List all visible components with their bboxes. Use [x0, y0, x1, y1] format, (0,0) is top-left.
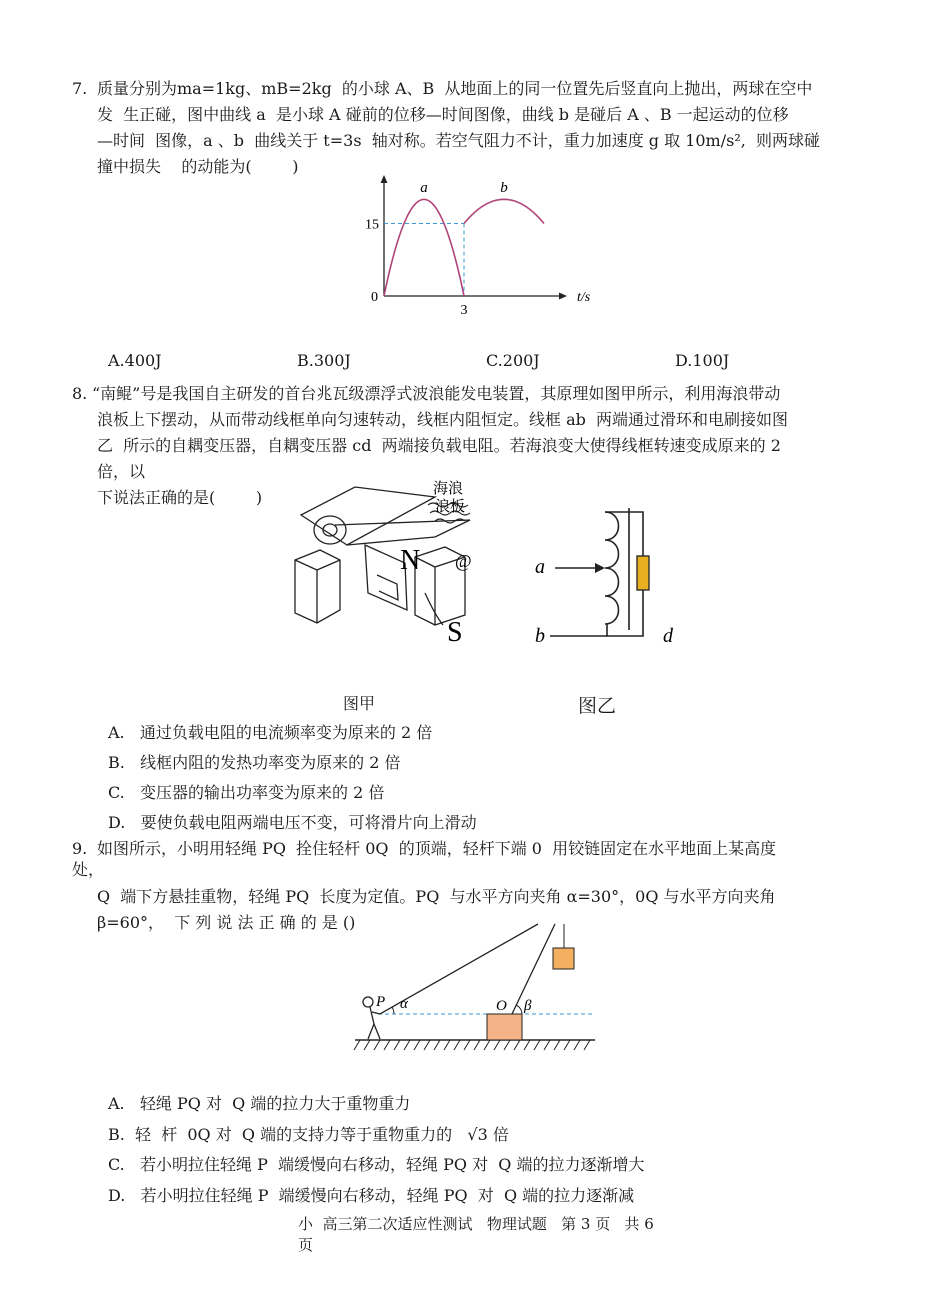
pole-s-label: S — [447, 617, 463, 648]
curve-b — [464, 199, 544, 223]
q7-line-2: 发 生正碰，图中曲线 a 是小球 A 碰前的位移—时间图像，曲线 b 是碰后 A 、B 一起运动的位移 — [97, 105, 789, 124]
q7-line-1: 质量分别为ma=1kg、mB=2kg 的小球 A、B 从地面上的同一位置先后竖直向上抛出，两球在空中 — [97, 79, 813, 98]
page-footer-continued: 页 — [298, 1236, 314, 1254]
wave-board-arm — [335, 520, 470, 545]
q8-option-a[interactable]: A. 通过负载电阻的电流频率变为原来的 2 倍 — [108, 723, 433, 742]
ground-hatching — [354, 1040, 590, 1050]
q8-option-c[interactable]: C. 变压器的输出功率变为原来的 2 倍 — [108, 783, 385, 802]
q7-option-c[interactable]: C.200J — [486, 351, 540, 370]
x-axis-arrow — [559, 293, 567, 300]
q9-option-d[interactable]: D. 若小明拉住轻绳 P 端缓慢向右移动，轻绳 PQ 对 Q 端的拉力逐渐减 — [108, 1186, 635, 1205]
q8-option-b[interactable]: B. 线框内阻的发热功率变为原来的 2 倍 — [108, 753, 401, 772]
terminal-d-label: d — [663, 625, 673, 647]
rod-oq — [512, 924, 555, 1014]
mark-symbol: @ — [455, 551, 472, 571]
q7-line-3: —时间 图像，a 、b 曲线关于 t=3s 轴对称。若空气阻力不计，重力加速度 g 取 10m/s², 则两球碰 — [97, 131, 821, 150]
q9-line-4: β=60°， 下 列 说 法 正 确 的 是 () — [97, 913, 356, 932]
angle-alpha-arc — [392, 1007, 394, 1014]
y-axis-arrow — [381, 175, 388, 183]
label-o: O — [496, 998, 507, 1014]
terminal-a-label: a — [535, 556, 545, 578]
hinge-block — [487, 1014, 522, 1040]
q8-figure-autotransformer — [535, 500, 695, 655]
q8-line-2: 浪板上下摆动，从而带动线框单向匀速转动，线框内阻恒定。线框 ab 两端通过滑环和电刷接如图 — [97, 410, 789, 429]
q7-number: 7. — [72, 79, 88, 98]
origin-label: 0 — [371, 290, 378, 305]
q7-option-d[interactable]: D.100J — [675, 351, 730, 370]
x-tick-label-3: 3 — [460, 303, 468, 318]
terminal-b-label: b — [535, 625, 545, 647]
label-p: P — [376, 994, 386, 1010]
drum-end — [314, 516, 346, 544]
q8-figure-a-caption: 图甲 — [343, 694, 376, 713]
page-footer: 小 高三第二次适应性测试 物理试题 第 3 页 共 6 — [298, 1215, 654, 1233]
q7-displacement-time-chart — [355, 172, 595, 322]
q9-option-a[interactable]: A. 轻绳 PQ 对 Q 端的拉力大于重物重力 — [108, 1094, 411, 1113]
slider-arrow — [595, 563, 605, 573]
label-alpha: α — [400, 996, 408, 1012]
curve-b-label: b — [500, 180, 508, 196]
board-label: 浪板 — [435, 499, 466, 515]
q8-line-1: “南鲲”号是我国自主研发的首台兆瓦级漂浮式波浪能发电装置，其原理如图甲所示，利用海浪带动 — [92, 384, 781, 403]
q8-figure-generator — [285, 475, 495, 670]
rotation-arc — [425, 593, 443, 625]
q8-line-4: 倍，以 — [97, 462, 146, 481]
q9-number: 9. — [72, 839, 88, 858]
q8-figure-b-caption: 图乙 — [578, 695, 617, 717]
y-tick-label-15: 15 — [365, 217, 379, 233]
q9-line-3: Q 端下方悬挂重物，轻绳 PQ 长度为定值。PQ 与水平方向夹角 α=30°，0Q 与水平方向夹角 — [97, 887, 776, 906]
load-resistor — [637, 556, 649, 590]
x-axis-label: t/s — [577, 290, 591, 305]
transformer-coil — [605, 512, 619, 624]
pole-n-label: N — [400, 545, 421, 576]
curve-a — [384, 199, 464, 296]
label-beta: β — [524, 998, 532, 1014]
q8-line-5: 下说法正确的是( ) — [97, 488, 263, 507]
q7-option-a[interactable]: A.400J — [108, 351, 162, 370]
q9-line-2: 处， — [72, 860, 105, 879]
q8-line-3: 乙 所示的自耦变压器，自耦变压器 cd 两端接负载电阻。若海浪变大使得线框转速变成原来的 2 — [97, 436, 781, 455]
q9-line-1: 如图所示，小明用轻绳 PQ 拴住轻杆 0Q 的顶端，轻杆下端 0 用铰链固定在水平地面上某高度 — [97, 839, 777, 858]
q8-option-d[interactable]: D. 要使负载电阻两端电压不变，可将滑片向上滑动 — [108, 813, 477, 832]
q9-figure-rope-rod — [350, 922, 600, 1062]
angle-beta-arc — [516, 1005, 522, 1014]
hanging-weight — [553, 948, 574, 969]
wave-label: 海浪 — [433, 481, 464, 497]
float-drum — [301, 487, 435, 545]
q8-number: 8. — [72, 384, 88, 403]
q7-line-4: 撞中损失 的动能为( ) — [97, 157, 299, 176]
curve-a-label: a — [420, 180, 428, 196]
q7-option-b[interactable]: B.300J — [297, 351, 351, 370]
q9-option-b[interactable]: B. 轻 杆 0Q 对 Q 端的支持力等于重物重力的 √3 倍 — [108, 1125, 509, 1144]
q9-option-c[interactable]: C. 若小明拉住轻绳 P 端缓慢向右移动，轻绳 PQ 对 Q 端的拉力逐渐增大 — [108, 1155, 645, 1174]
